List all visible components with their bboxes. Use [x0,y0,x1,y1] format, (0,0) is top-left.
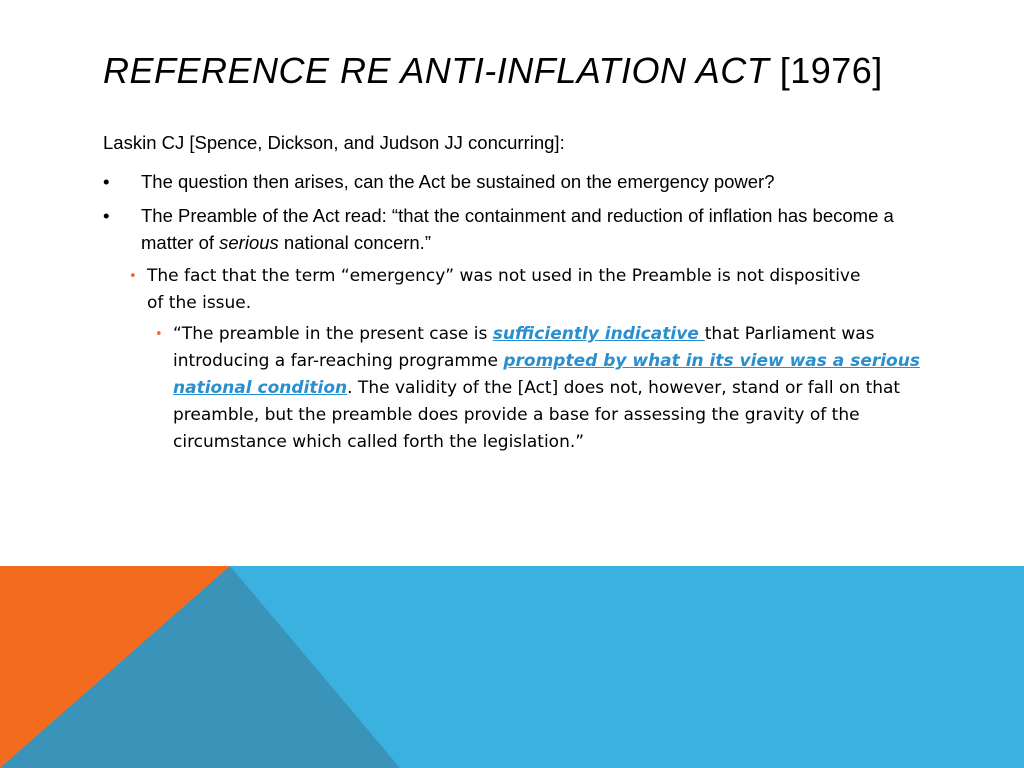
quote-part2: that Parliament was introducing a far-reaching programme [173,324,875,371]
bullet-text-after: national concern.” [278,232,431,253]
bullet-marker: • [103,205,110,226]
link-sufficiently-indicative[interactable]: sufficiently indicative [492,324,705,344]
title-year: [1976] [769,50,883,91]
bullet-text-before: The Preamble of the Act read: “that the containment and reduction of inflation has become a matter of [141,205,894,253]
bullet-text-italic: serious [219,232,279,253]
intro-line: Laskin CJ [Spence, Dickson, and Judson JJ concurring]: [103,132,565,153]
quote-part1: “The preamble in the present case is [173,324,493,344]
bullet-marker: • [103,171,110,192]
bullet-text: The question then arises, can the Act be sustained on the emergency power? [141,171,775,192]
sub-bullet-marker: • [129,269,137,284]
sub-bullet-text: The fact that the term “emergency” was not used in the Preamble is not dispositive of the issue. [147,266,861,313]
title-case-name: REFERENCE RE ANTI-INFLATION ACT [103,50,770,91]
link-serious-national-condition[interactable]: prompted by what in its view was a serious national condition [173,351,920,398]
sub-sub-bullet-marker: • [155,327,163,342]
quote-part3: . The validity of the [Act] does not, however, stand or fall on that preamble, but the preamble does provide a base for assessing the gravity of the circumstance which called forth the legislation.” [173,378,901,452]
